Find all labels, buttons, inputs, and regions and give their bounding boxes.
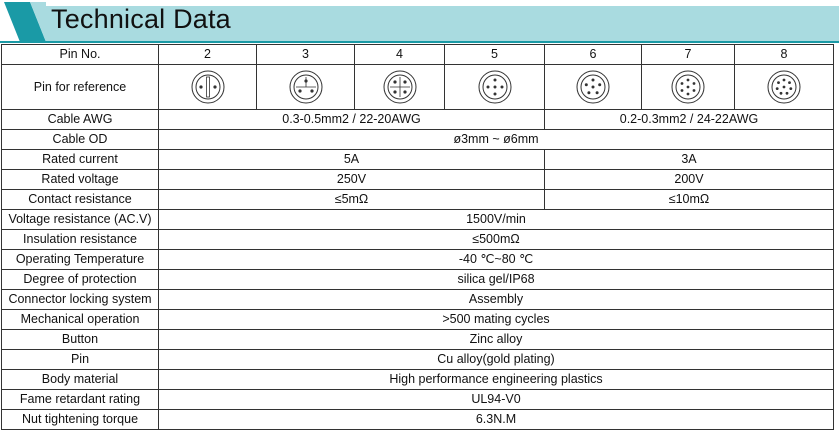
row-value: 250V bbox=[159, 170, 545, 190]
row-value: 0.3-0.5mm2 / 22-20AWG bbox=[159, 110, 545, 130]
technical-data-table bbox=[1, 44, 834, 430]
pin-number-cell: 4 bbox=[355, 45, 445, 65]
row-value: 3A bbox=[545, 150, 834, 170]
body-material-row bbox=[2, 370, 834, 390]
row-value: 200V bbox=[545, 170, 834, 190]
pin-diagram-cell bbox=[642, 65, 735, 110]
row-label: Degree of protection bbox=[2, 270, 159, 290]
mechanical-operation-row bbox=[2, 310, 834, 330]
row-label: Insulation resistance bbox=[2, 230, 159, 250]
page-title: Technical Data bbox=[51, 4, 231, 34]
row-label: Contact resistance bbox=[2, 190, 159, 210]
cable-awg-row bbox=[2, 110, 834, 130]
row-label: Operating Temperature bbox=[2, 250, 159, 270]
row-label: Rated voltage bbox=[2, 170, 159, 190]
pin-number-cell: 8 bbox=[735, 45, 834, 65]
locking-system-row bbox=[2, 290, 834, 310]
pin-diagram-cell bbox=[445, 65, 545, 110]
row-label: Body material bbox=[2, 370, 159, 390]
degree-of-protection-row bbox=[2, 270, 834, 290]
pin-8-diagram-icon bbox=[766, 69, 802, 105]
row-label: Rated current bbox=[2, 150, 159, 170]
operating-temperature-row bbox=[2, 250, 834, 270]
pin-diagram-cell bbox=[159, 65, 257, 110]
row-value: 0.2-0.3mm2 / 24-22AWG bbox=[545, 110, 834, 130]
rated-voltage-row bbox=[2, 170, 834, 190]
pin-reference-row bbox=[2, 65, 834, 110]
voltage-resistance-row bbox=[2, 210, 834, 230]
row-value: 5A bbox=[159, 150, 545, 170]
pin-2-diagram-icon bbox=[190, 69, 226, 105]
pin-number-label: Pin No. bbox=[2, 45, 159, 65]
row-value: Assembly bbox=[159, 290, 834, 310]
row-label: Voltage resistance (AC.V) bbox=[2, 210, 159, 230]
header-rule bbox=[0, 41, 839, 43]
pin-number-row bbox=[2, 45, 834, 65]
pin-number-cell: 3 bbox=[257, 45, 355, 65]
pin-6-diagram-icon bbox=[575, 69, 611, 105]
pin-number-cell: 6 bbox=[545, 45, 642, 65]
row-label: Button bbox=[2, 330, 159, 350]
row-value: Cu alloy(gold plating) bbox=[159, 350, 834, 370]
row-label: Cable OD bbox=[2, 130, 159, 150]
pin-diagram-cell bbox=[735, 65, 834, 110]
tightening-torque-row bbox=[2, 410, 834, 430]
row-value: 6.3N.M bbox=[159, 410, 834, 430]
pin-diagram-cell bbox=[257, 65, 355, 110]
pin-number-cell: 5 bbox=[445, 45, 545, 65]
flame-rating-row bbox=[2, 390, 834, 410]
row-value: -40 ℃~80 ℃ bbox=[159, 250, 834, 270]
pin-diagram-cell bbox=[355, 65, 445, 110]
rated-current-row bbox=[2, 150, 834, 170]
row-value: ≤500mΩ bbox=[159, 230, 834, 250]
row-value: ≤5mΩ bbox=[159, 190, 545, 210]
insulation-resistance-row bbox=[2, 230, 834, 250]
row-label: Nut tightening torque bbox=[2, 410, 159, 430]
row-label: Fame retardant rating bbox=[2, 390, 159, 410]
pin-number-cell: 2 bbox=[159, 45, 257, 65]
row-value: >500 mating cycles bbox=[159, 310, 834, 330]
contact-resistance-row bbox=[2, 190, 834, 210]
pin-4-diagram-icon bbox=[382, 69, 418, 105]
row-label: Pin bbox=[2, 350, 159, 370]
pin-5-diagram-icon bbox=[477, 69, 513, 105]
row-label: Mechanical operation bbox=[2, 310, 159, 330]
pin-diagram-cell bbox=[545, 65, 642, 110]
row-label: Connector locking system bbox=[2, 290, 159, 310]
row-value: silica gel/IP68 bbox=[159, 270, 834, 290]
pin-7-diagram-icon bbox=[670, 69, 706, 105]
row-label: Cable AWG bbox=[2, 110, 159, 130]
row-value: ≤10mΩ bbox=[545, 190, 834, 210]
button-row bbox=[2, 330, 834, 350]
pin-reference-label: Pin for reference bbox=[2, 65, 159, 110]
row-value: High performance engineering plastics bbox=[159, 370, 834, 390]
section-header bbox=[0, 0, 839, 42]
pin-number-cell: 7 bbox=[642, 45, 735, 65]
row-value: 1500V/min bbox=[159, 210, 834, 230]
cable-od-row bbox=[2, 130, 834, 150]
row-value: ø3mm ~ ø6mm bbox=[159, 130, 834, 150]
pin-material-row bbox=[2, 350, 834, 370]
row-value: UL94-V0 bbox=[159, 390, 834, 410]
pin-3-diagram-icon bbox=[288, 69, 324, 105]
row-value: Zinc alloy bbox=[159, 330, 834, 350]
